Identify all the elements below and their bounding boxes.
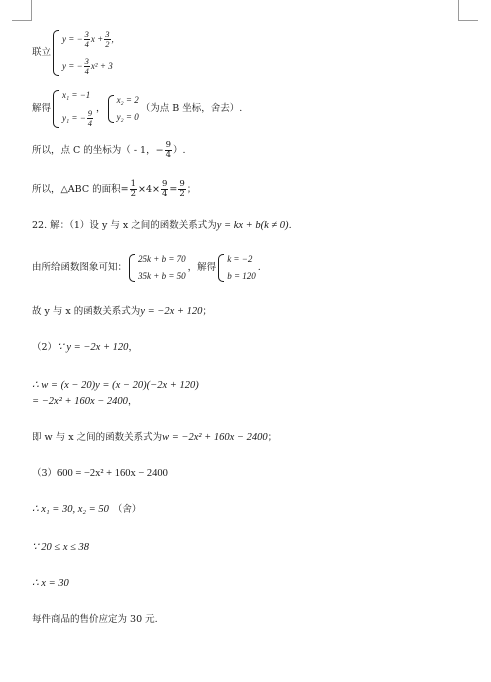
- fraction: $\frac{9}{4}$: [87, 108, 93, 128]
- line-w-simplified: = −2x² + 160x − 2400 ，: [32, 396, 138, 407]
- line-part3: （3） 600 = −2x² + 160x − 2400: [32, 468, 168, 479]
- equation-system-1: [53, 30, 114, 76]
- equation-system-2: 25k + b = 70 35k + b = 50: [129, 254, 186, 282]
- label-lianli: 联立: [32, 47, 52, 58]
- fraction: $\frac{9}{2}$: [179, 179, 185, 199]
- corner-mark-right-h: [458, 20, 478, 21]
- brace: [53, 30, 59, 76]
- line-function-result: 故 y 与 x 的函数关系式为 y = −2x + 120 ；: [32, 306, 212, 317]
- line-area: 所以，△ABC 的面积= $\frac{1}{2}$ ×4× $\frac{9}{4}$ = $\frac{9}{2}$ ；: [32, 179, 197, 199]
- equation-line: y = − $\frac{3}{4}$ x + $\frac{3}{2}$ ,: [62, 29, 114, 49]
- line-answer-x: ∴ x = 30: [32, 578, 69, 589]
- line-solution: 解得 x₁ = −1 y₁ = − $\frac{9}{4}$ ， x₂ = 2 y₂ = 0 （为点 B 坐标，舍去）.: [32, 90, 243, 128]
- fraction: $\frac{9}{4}$: [161, 179, 168, 199]
- solution-system-1: x₁ = −1 y₁ = − $\frac{9}{4}$: [53, 90, 94, 128]
- line-part2: （2） ∵ y = −2x + 120 ，: [32, 342, 138, 353]
- label-jiede: 解得: [32, 103, 52, 114]
- fraction: $\frac{1}{2}$: [130, 179, 136, 199]
- note-discard: （为点 B 坐标，舍去）.: [140, 103, 243, 114]
- line-range: ∵ 20 ≤ x ≤ 38: [32, 542, 89, 553]
- solution-system-2: x₂ = 2 y₂ = 0: [108, 95, 139, 123]
- corner-mark-left-v: [31, 0, 32, 20]
- line-w-expansion: ∴ w = (x − 20)y = (x − 20)(−2x + 120): [32, 380, 199, 391]
- fraction: $\frac{9}{4}$: [165, 140, 171, 160]
- line-roots: ∴ x₁ = 30, x₂ = 50 （舍）: [32, 504, 142, 515]
- fraction: $\frac{3}{2}$: [105, 29, 110, 49]
- line-q22-setup: 22. 解：（1）设 y 与 x 之间的函数关系式为 y = kx + b(k ≠ 0) .: [32, 220, 292, 231]
- line-graph-system: 由所给函数图象可知： 25k + b = 70 35k + b = 50 ，解得 k = −2 b = 120 .: [32, 254, 261, 281]
- line-point-c: 所以，点 C 的坐标为（ - 1，− $\frac{9}{4}$ ）.: [32, 140, 186, 160]
- line-conclusion: 每件商品的售价应定为 30 元.: [32, 614, 158, 625]
- solution-system-3: k = −2 b = 120: [218, 254, 256, 282]
- corner-mark-right-v: [458, 0, 459, 20]
- line-simultaneous: [32, 30, 116, 76]
- line-w-function: 即 w 与 x 之间的函数关系式为 w = −2x² + 160x − 2400 ；: [32, 432, 278, 443]
- fraction: $\frac{3}{4}$: [84, 56, 89, 76]
- parabola-line: y = − $\frac{3}{4}$ x² + 3: [62, 56, 113, 76]
- fraction: $\frac{3}{4}$: [84, 29, 89, 49]
- corner-mark-left-h: [12, 20, 32, 21]
